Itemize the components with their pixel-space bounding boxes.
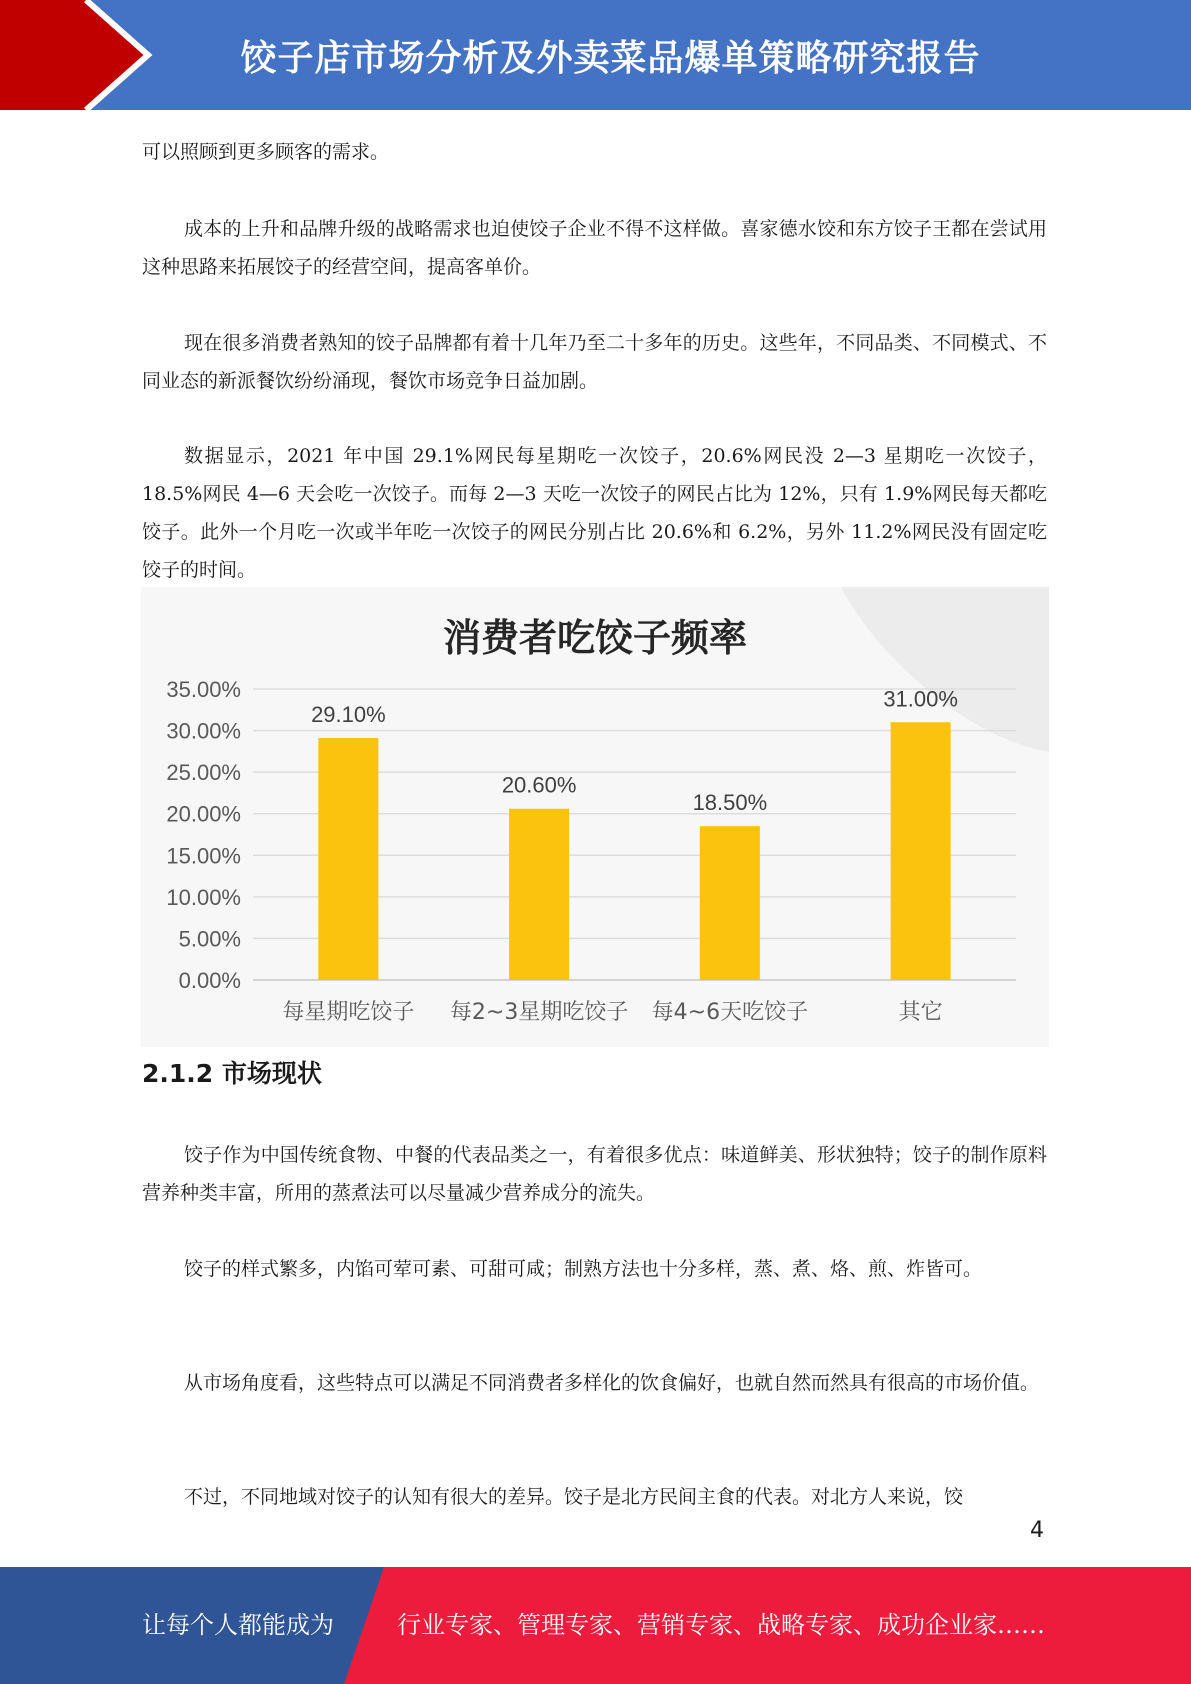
data-label: 29.10%: [311, 702, 386, 728]
bar: [318, 738, 378, 980]
data-label: 31.00%: [883, 686, 958, 712]
paragraph-2: 成本的上升和品牌升级的战略需求也迫使饺子企业不得不这样做。喜家德水饺和东方饺子王都在尝试用这种思路来拓展饺子的经营空间，提高客单价。: [142, 218, 1047, 278]
y-tick-label: 0.00%: [178, 968, 241, 993]
y-tick-label: 10.00%: [166, 884, 241, 910]
section-paragraph-4: 不过，不同地域对饺子的认知有很大的差异。饺子是北方民间主食的代表。对北方人来说，饺: [184, 1486, 964, 1508]
data-label: 20.60%: [501, 772, 577, 798]
paragraph-3: 现在很多消费者熟知的饺子品牌都有着十几年乃至二十多年的历史。这些年，不同品类、不同模式、不同业态的新派餐饮纷纷涌现，餐饮市场竞争日益加剧。: [142, 332, 1047, 392]
page-number: 4: [1030, 1518, 1044, 1543]
section-paragraph-2: 饺子的样式繁多，内馅可荤可素、可甜可咸；制熟方法也十分多样，蒸、煮、烙、煎、炸皆可。: [184, 1258, 983, 1280]
footer-slogan-left: 让每个人都能成为: [142, 1611, 334, 1639]
bar: [509, 809, 569, 980]
y-tick-label: 25.00%: [166, 760, 241, 786]
paragraph-4: 数据显示，2021 年中国 29.1%网民每星期吃一次饺子，20.6%网民没 2—3 星期吃一次饺子，18.5%网民 4—6 天会吃一次饺子。而每 2—3 天吃一次饺子的网民占比为 12%，只有 1.9%网民每天都吃饺子。此外一个月吃一次或半年吃一次饺子的网民分别占比 20.6%和 6.2%，另外 11.2%网民没有固定吃饺子的时间。: [142, 445, 1047, 581]
chart-title: 消费者吃饺子频率: [442, 616, 747, 660]
x-tick-label: 每4~6天吃饺子: [651, 1000, 809, 1025]
section-heading: 2.1.2 市场现状: [142, 1059, 322, 1088]
x-tick-label: 每星期吃饺子: [282, 1000, 415, 1025]
data-label: 18.50%: [692, 790, 768, 816]
bar: [700, 826, 760, 980]
section-paragraph-1: 饺子作为中国传统食物、中餐的代表品类之一，有着很多优点：味道鲜美、形状独特；饺子的制作原料营养种类丰富，所用的蒸煮法可以尽量减少营养成分的流失。: [142, 1144, 1047, 1204]
y-tick-label: 15.00%: [166, 843, 241, 869]
y-tick-label: 30.00%: [166, 718, 241, 744]
page-header: [0, 0, 1191, 110]
section-paragraph-3: 从市场角度看，这些特点可以满足不同消费者多样化的饮食偏好，也就自然而然具有很高的市场价值。: [184, 1372, 1040, 1394]
x-tick-label: 其它: [898, 1000, 943, 1025]
y-tick-label: 20.00%: [166, 801, 241, 827]
bar-chart: [141, 587, 1049, 1047]
document-title: 饺子店市场分析及外卖菜品爆单策略研究报告: [240, 37, 981, 79]
y-tick-label: 5.00%: [178, 926, 241, 952]
y-tick-label: 35.00%: [166, 677, 241, 702]
x-tick-label: 每2~3星期吃饺子: [449, 1000, 629, 1025]
page-footer: [0, 1567, 1191, 1684]
bar: [891, 722, 951, 980]
paragraph-1: 可以照顾到更多顾客的需求。: [142, 141, 390, 163]
footer-slogan-right: 行业专家、管理专家、营销专家、战略专家、成功企业家……: [397, 1611, 1045, 1639]
